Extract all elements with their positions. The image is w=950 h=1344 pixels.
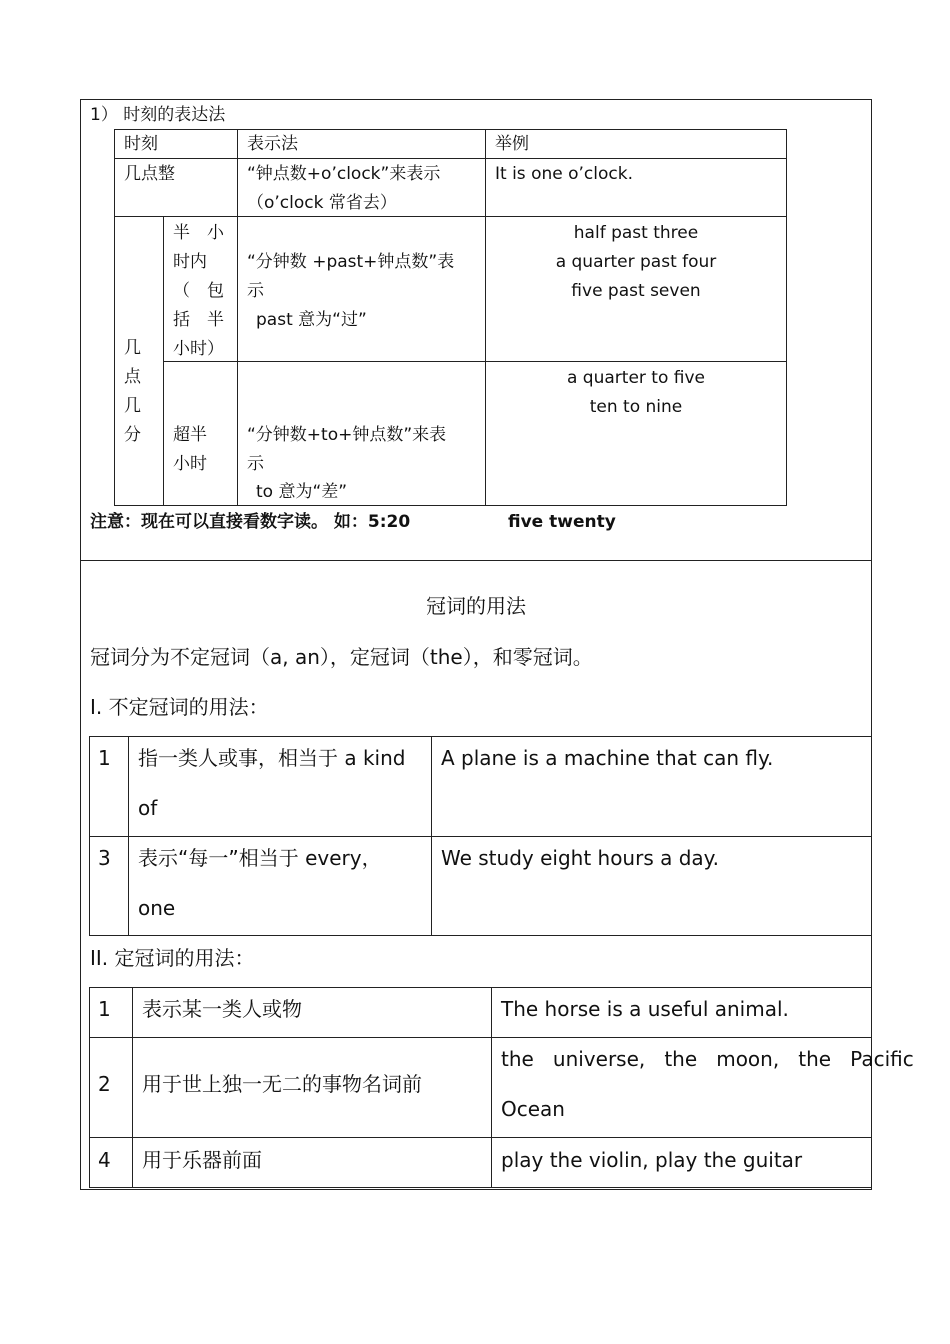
note-text: 注意：现在可以直接看数字读。 如：5:20 bbox=[90, 512, 411, 532]
group-label-char: 点 bbox=[124, 367, 141, 387]
within-half-examples bbox=[486, 219, 786, 306]
indefinite-row-desc-line1: 表示“每一”相当于 every， bbox=[138, 846, 382, 870]
definite-row-desc: 用于世上独一无二的事物名词前 bbox=[142, 1072, 422, 1096]
time-table-line bbox=[163, 216, 164, 506]
header-example: 举例 bbox=[495, 134, 529, 154]
over-half-label bbox=[173, 421, 207, 479]
time-section-heading: 1） 时刻的表达法 bbox=[90, 105, 226, 125]
oclock-method-line1: “钟点数+o’clock”来表示 bbox=[247, 164, 441, 184]
indefinite-table-line bbox=[89, 736, 90, 936]
indefinite-row-number: 3 bbox=[98, 846, 111, 870]
articles-title: 冠词的用法 bbox=[426, 594, 526, 618]
oclock-label: 几点整 bbox=[124, 164, 175, 184]
definite-table-line bbox=[89, 1187, 871, 1188]
time-table-line bbox=[114, 216, 787, 217]
label-line: 超半 bbox=[173, 425, 207, 445]
indefinite-row-number: 1 bbox=[98, 746, 111, 770]
over-half-method-line1: “分钟数+to+钟点数”来表 bbox=[247, 425, 447, 445]
indefinite-row-desc-line1: 指一类人或事，相当于 a kind bbox=[138, 746, 406, 770]
note-example: five twenty bbox=[508, 512, 616, 532]
group-label-char: 几 bbox=[124, 396, 141, 416]
time-table-line bbox=[114, 158, 787, 159]
definite-row-desc: 用于乐器前面 bbox=[142, 1148, 262, 1172]
over-half-method-line3: to 意为“差” bbox=[256, 482, 348, 502]
definite-table-line bbox=[89, 1137, 871, 1138]
hour-minute-group-label bbox=[124, 334, 141, 450]
within-half-method-line1: “分钟数 +past+钟点数”表 bbox=[247, 252, 455, 272]
indefinite-row-desc-line2: one bbox=[138, 896, 176, 920]
indefinite-table-line bbox=[128, 736, 129, 936]
example-line: a quarter past four bbox=[555, 252, 717, 272]
time-table-line bbox=[114, 129, 115, 506]
time-table-line bbox=[786, 129, 787, 506]
definite-table-line bbox=[491, 987, 492, 1188]
group-label-char: 几 bbox=[124, 338, 141, 358]
oclock-example: It is one o’clock. bbox=[495, 164, 633, 184]
example-line: half past three bbox=[573, 223, 699, 243]
definite-row-example: The horse is a useful animal. bbox=[501, 997, 789, 1021]
indefinite-table-line bbox=[89, 935, 871, 936]
definite-table-line bbox=[89, 987, 871, 988]
label-line: （ 包 bbox=[173, 281, 224, 301]
example-line: a quarter to five bbox=[566, 368, 705, 388]
header-method: 表示法 bbox=[247, 134, 298, 154]
indefinite-table-line bbox=[431, 736, 432, 936]
section-divider bbox=[80, 560, 871, 561]
definite-table-line bbox=[89, 987, 90, 1188]
indefinite-row-example: We study eight hours a day. bbox=[441, 846, 720, 870]
indefinite-heading: I. 不定冠词的用法： bbox=[90, 695, 269, 719]
time-table-line bbox=[114, 129, 787, 130]
indefinite-table-line bbox=[89, 836, 871, 837]
example-line: five past seven bbox=[571, 281, 701, 301]
example-line: ten to nine bbox=[589, 397, 683, 417]
within-half-method-line3: past 意为“过” bbox=[256, 310, 367, 330]
label-line: 小时） bbox=[173, 339, 224, 359]
definite-row-example: play the violin, play the guitar bbox=[501, 1148, 803, 1172]
definite-row-example-line2: Ocean bbox=[501, 1097, 565, 1121]
indefinite-table-line bbox=[89, 736, 871, 737]
over-half-method-line2: 示 bbox=[247, 454, 264, 474]
oclock-method-line2: （o’clock 常省去） bbox=[247, 193, 397, 213]
time-table-line bbox=[114, 505, 787, 506]
label-line: 时内 bbox=[173, 252, 207, 272]
articles-intro: 冠词分为不定冠词（a, an），定冠词（the），和零冠词。 bbox=[90, 645, 593, 669]
definite-row-desc: 表示某一类人或物 bbox=[142, 997, 302, 1021]
within-half-method-line2: 示 bbox=[247, 281, 264, 301]
definite-table-line bbox=[89, 1037, 871, 1038]
definite-row-number: 4 bbox=[98, 1148, 111, 1172]
definite-heading: II. 定冠词的用法： bbox=[90, 946, 255, 970]
header-time: 时刻 bbox=[124, 134, 158, 154]
indefinite-row-desc-line2: of bbox=[138, 796, 158, 820]
time-table-line bbox=[485, 129, 486, 506]
label-line: 括 半 bbox=[173, 310, 224, 330]
label-line: 小时 bbox=[173, 454, 207, 474]
indefinite-row-example: A plane is a machine that can fly. bbox=[441, 746, 774, 770]
time-table-line bbox=[163, 361, 787, 362]
within-half-label bbox=[173, 219, 224, 364]
over-half-examples bbox=[486, 364, 786, 422]
definite-row-number: 1 bbox=[98, 997, 111, 1021]
definite-row-number: 2 bbox=[98, 1072, 111, 1096]
definite-row-example-line1: the universe, the moon, the Pacific bbox=[501, 1047, 914, 1071]
group-label-char: 分 bbox=[124, 425, 141, 445]
time-table-line bbox=[237, 129, 238, 506]
definite-table-line bbox=[132, 987, 133, 1188]
label-line: 半 小 bbox=[173, 223, 224, 243]
